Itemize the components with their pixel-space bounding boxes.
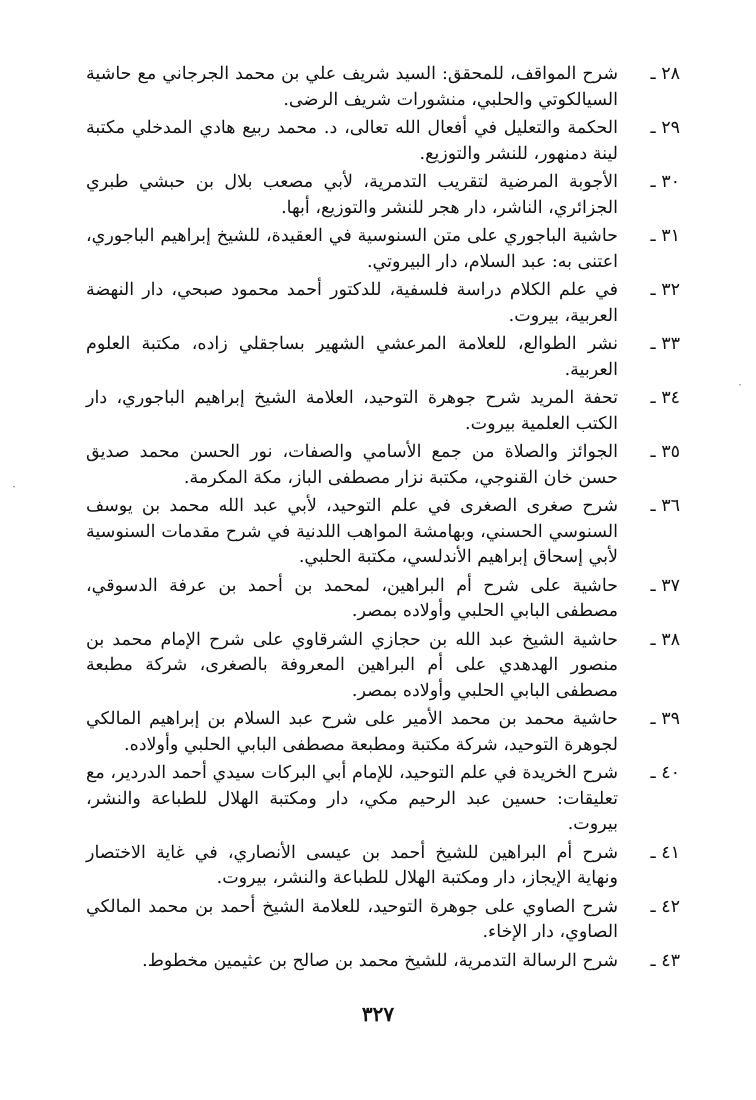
reference-text: حاشية محمد بن محمد الأمير على شرح عبد السلام بن إبراهيم المالكي لجوهرة التوحيد، شركة مكتبة ومطبعة مصطفى البابي الحلبي وأولاده.: [86, 709, 618, 755]
reference-text: الحكمة والتعليل في أفعال الله تعالى، د. محمد ربيع هادي المدخلي مكتبة لينة دمنهور، للنشر والتوزيع.: [86, 118, 618, 164]
list-item: [86, 761, 680, 838]
reference-number: ٤١ ـ: [650, 842, 680, 863]
reference-number: ٣٧ ـ: [650, 575, 680, 596]
list-item: [86, 707, 680, 758]
reference-text: الجوائز والصلاة من جمع الأسامي والصفات، نور الحسن محمد صديق حسن خان القنوجي، مكتبة نزار مصطفى الباز، مكة المكرمة.: [86, 442, 618, 488]
list-item: [86, 949, 680, 975]
list-item: [86, 224, 680, 275]
reference-text: شرح المواقف، للمحقق: السيد شريف علي بن محمد الجرجاني مع حاشية السيالكوتي والحلبي، منشورات شريف الرضى.: [86, 64, 618, 110]
reference-number: ٤٣ ـ: [650, 950, 680, 971]
reference-text: في علم الكلام دراسة فلسفية، للدكتور أحمد محمود صبحي، دار النهضة العربية، بيروت.: [86, 280, 618, 326]
reference-number: ٣٢ ـ: [650, 280, 680, 300]
reference-text: حاشية الباجوري على متن السنوسية في العقيدة، للشيخ إبراهيم الباجوري، اعتنى به: عبد السلام، دار البيروتي.: [86, 226, 618, 272]
list-item: [86, 628, 680, 705]
list-item: [86, 440, 680, 491]
reference-text: شرح صغرى الصغرى في علم التوحيد، لأبي عبد الله محمد بن يوسف السنوسي الحسني، وبهامشة المواهب اللدنية في شرح مقدمات السنوسية لأبي إسحاق إبراهيم الأندلسي، مكتبة الحلبي.: [86, 496, 618, 567]
scan-speck: ·: [738, 378, 742, 392]
reference-number: ٣٤ ـ: [650, 388, 680, 408]
list-item: [86, 332, 680, 383]
reference-number: ٢٨ ـ: [650, 64, 680, 84]
list-item: [86, 895, 680, 946]
reference-text: حاشية الشيخ عبد الله بن حجازي الشرقاوي على شرح الإمام محمد بن منصور الهدهدي على أم البراهين المعروفة بالصغرى، شركة مطبعة مصطفى البابي الحلبي وأولاده بمصر.: [86, 629, 618, 701]
list-item: [86, 574, 680, 625]
reference-number: ٤٢ ـ: [650, 896, 680, 917]
reference-text: تحفة المريد شرح جوهرة التوحيد، العلامة الشيخ إبراهيم الباجوري، دار الكتب العلمية بيروت.: [86, 388, 619, 434]
reference-number: ٣٣ ـ: [650, 334, 680, 354]
reference-number: ٣٥ ـ: [650, 442, 680, 462]
reference-text: نشر الطوالع، للعلامة المرعشي الشهير بساجقلي زاده، مكتبة العلوم العربية.: [86, 334, 618, 380]
reference-number: ٣٩ ـ: [650, 709, 680, 729]
reference-text: حاشية على شرح أم البراهين، لمحمد بن أحمد بن عرفة الدسوقي، مصطفى البابي الحلبي وأولاده بمصر.: [86, 575, 618, 621]
scan-speck: ·: [12, 480, 16, 494]
reference-text: شرح الصاوي على جوهرة التوحيد، للعلامة الشيخ أحمد بن محمد المالكي الصاوي، دار الإخاء.: [86, 896, 618, 942]
reference-text: شرح الخريدة في علم التوحيد، للإمام أبي البركات سيدي أحمد الدردير، مع تعليقات: حسين عبد الرحيم مكي، دار ومكتبة الهلال للطباعة والنشر، بيروت.: [86, 763, 618, 834]
reference-number: ٣٨ ـ: [650, 629, 680, 650]
reference-number: ٢٩ ـ: [650, 118, 680, 138]
list-item: [86, 170, 680, 221]
reference-text: شرح أم البراهين للشيخ أحمد بن عيسى الأنصاري، في غاية الاختصار ونهاية الإيجاز، دار ومكتبة الهلال للطباعة والنشر، بيروت.: [86, 842, 618, 888]
references-list: [86, 62, 680, 977]
list-item: [86, 386, 680, 437]
list-item: [86, 62, 680, 113]
reference-text: الأجوبة المرضية لتقريب التدمرية، لأبي مصعب بلال بن حبشي طبري الجزائري، الناشر، دار هجر للنشر والتوزيع، أبها.: [86, 172, 618, 218]
page-number: ٣٢٧: [361, 1002, 395, 1026]
list-item: [86, 116, 680, 167]
reference-number: ٤٠ ـ: [650, 763, 680, 783]
list-item: [86, 494, 680, 571]
reference-number: ٣٠ ـ: [650, 172, 680, 192]
reference-number: ٣١ ـ: [650, 226, 680, 246]
reference-number: ٣٦ ـ: [650, 496, 680, 516]
reference-text: شرح الرسالة التدمرية، للشيخ محمد بن صالح بن عثيمين مخطوط.: [142, 950, 618, 971]
list-item: [86, 841, 680, 892]
list-item: [86, 278, 680, 329]
